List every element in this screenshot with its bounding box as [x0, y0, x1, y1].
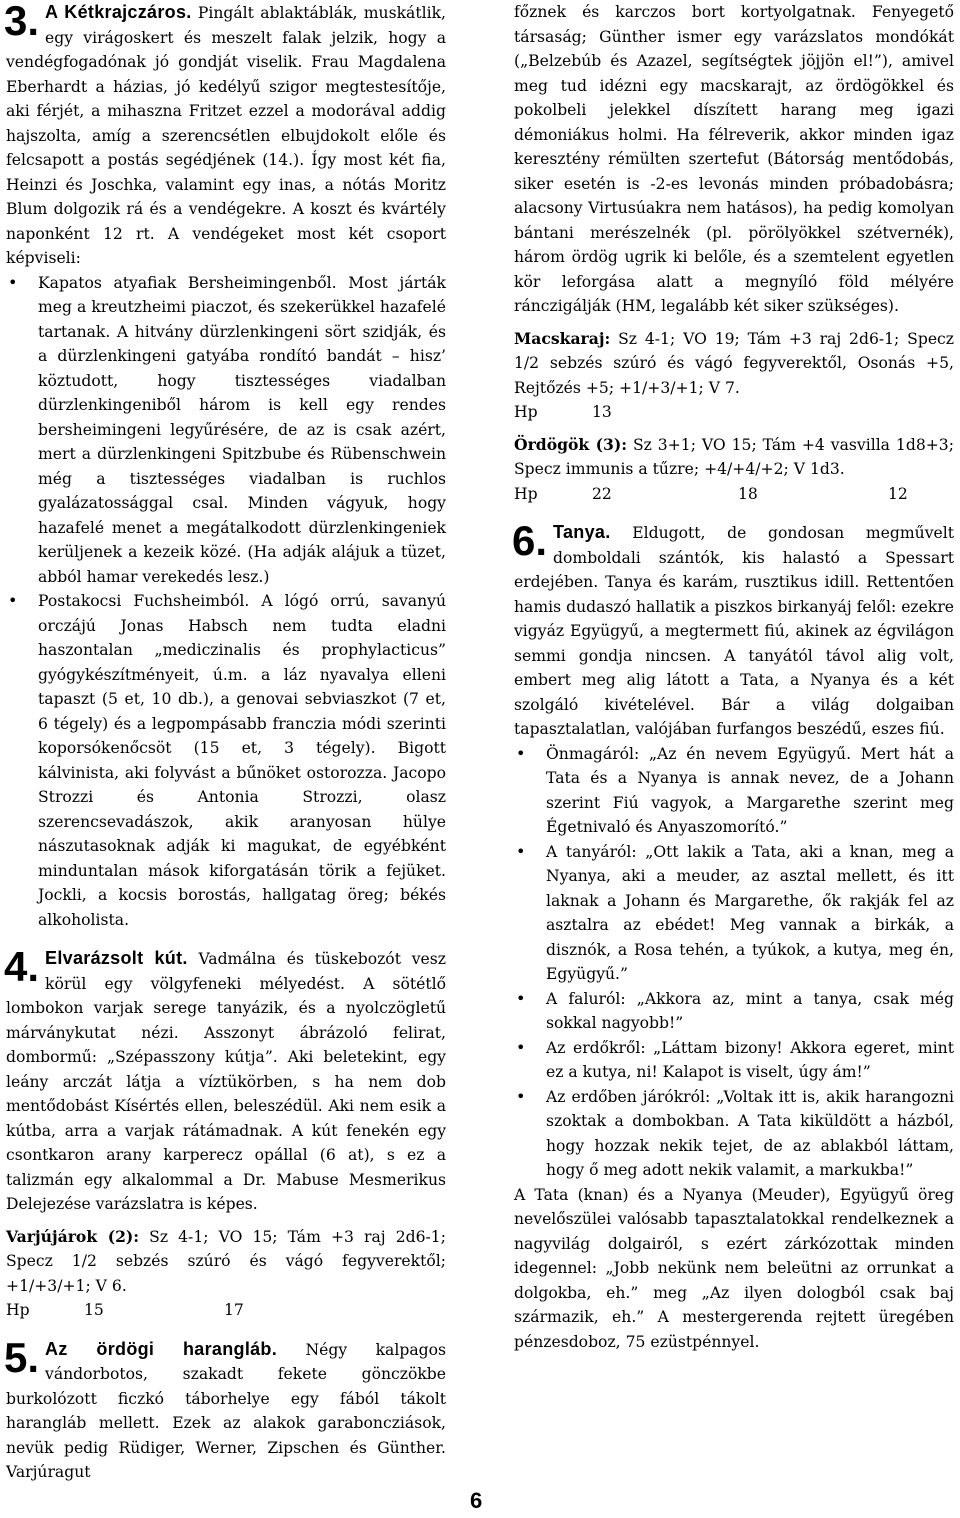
section-4 — [4, 943, 446, 1323]
section-title: A Kétkrajczáros. — [45, 2, 192, 22]
page-number: 6 — [470, 1488, 483, 1513]
list-item: • Postakocsi Fuchsheimból. A lógó orrú, savanyú orczájú Jonas Habsch nem tudta eladni haszontalan „mediczinalis és prophylacticus” gyógykészítményeit, ú.m. a láz nyavalya elleni tapaszt (5 et, 10 db.), a genovai sebviaszkot (7 et, 6 tégely) és a legpompásabb franczia módi szerinti koporsókenőcsöt (15 et, 3 tégely). Bigott kálvinista, aki folyvást a bűnöket ostorozza. Jacopo Strozzi és Antonia Strozzi, olasz szerencsevadászok, akik aranyosan hülye nászutasoknak adják ki magukat, de egyébként minduntalan mások kiforgatásán törik a fejüket. Jockli, a kocsis borostás, hallgatag öreg; békés alkoholista. — [38, 589, 446, 932]
left-column — [6, 0, 446, 1485]
list-item: • Az erdőben járókról: „Voltak itt is, akik harangozni szoktak a dombokban. A Tata kiküldött a házból, hogy hozzak nekik tejet, de az ablakból láttam, hogy ő meg adott nekik valamit, a markukba!” — [546, 1085, 954, 1183]
hp-value: 15 — [84, 1301, 104, 1319]
section-number: 4. — [4, 943, 40, 990]
guest-list — [6, 271, 446, 933]
section-body — [4, 1333, 446, 1485]
right-column — [514, 0, 954, 1354]
hp-label: Hp — [6, 1301, 30, 1319]
list-item: • A faluról: „Akkora az, mint a tanya, csak még sokkal nagyobb!” — [546, 987, 954, 1036]
section-number: 5. — [4, 1333, 40, 1381]
hp-value: 18 — [738, 484, 758, 503]
list-item: • A tanyáról: „Ott lakik a Tata, aki a knan, meg a Nyanya, aki a meuder, az asztal mellett, és itt laknak a Johann és Margarethe, ők rakják fel az asztalra az ebédet! Meg vannak a birkák, a disznók, a Rosa tehén, a tyúkok, a kutya, meg én, Együgyű.” — [546, 840, 954, 987]
stat-name: Ördögök (3): — [514, 434, 627, 454]
section-text: Eldugott, de gondosan megművelt domboldali szántók, kis halastó a Spessart erdejében. Tanya és karám, rusztikus idill. Rettentően hamis dudaszó hallatik a piszkos birkanyáj felől: ezekre vigyáz Együgyű, a megtermett fiú, akinek az égvilágon semmi gondja nincsen. A tanyától távol alig volt, embert meg alig látott a Tata, a Nyanya és a két szolgáló kivételével. Bár a világ dolgaiban tapasztalatlan, valójában furfangos beszédű, eszes fiú. — [514, 524, 954, 738]
section-title: Tanya. — [553, 522, 611, 542]
section-number: 3. — [4, 0, 40, 44]
continued-text: főznek és karczos bort kortyolgatnak. Fenyegető társaság; Günther ismer egy varázslatos mondókát („Belzebúb és Azazel, segítségtek jöjjön el!”), amivel meg tud idézni egy macskarajt, az ördögökkel és pokolbeli jelekkel díszített harang meg igazi démoniákus holmi. Ha félreverik, akkor minden igaz keresztény rémülten szertefut (Bátorság mentődobás, siker esetén is -2-es levonás minden próbadobásra; alacsony Virtusúakra nem hatásos), ha pedig komolyan bántani merészelnék (pl. pörölyökkel szétvernék), három ördög ugrik ki belőle, és a szemtelent egyetlen kör leforgása alatt a megnyíló föld mélyére ránczigálják (HM, legalább két siker szükséges). — [514, 3, 954, 315]
section-body — [6, 0, 446, 271]
stat-name: Macskaraj: — [514, 328, 611, 348]
hp-value: 13 — [592, 403, 612, 421]
section-body — [4, 943, 446, 1217]
hp-value: 17 — [224, 1301, 244, 1319]
stat-text: Sz 4-1; VO 15; Tám +3 raj 2d6-1; Specz 1/2 sebzés szúró és vágó fegyverektől; +1/+3/+1; V 6. — [6, 1227, 446, 1295]
quote-list — [514, 742, 954, 1183]
section-text: Négy kalpagos vándorbotos, szakadt fekete gönczökbe burkolózott ficzkó táborhelye egy fából tákolt harangláb mellett. Ezek az alakok garaboncziások, nevük pedig Rüdiger, Werner, Zipschen és Günther. Varjúragut — [6, 1340, 446, 1481]
section-text: Pingált ablaktáblák, muskátlik, egy virágoskert és meszelt falak jelzik, hogy a vendégfogadónak jó gondját viselik. Frau Magdalena Eberhardt a házias, jó kedélyű szigor megtestesítője, aki férjét, a mihaszna Fritzet ezzel a modorával addig hajszolta, amíg a szerencsétlen elbujdokolt előle és felcsapott a postás segédjének (14.). Így most két fia, Heinzi és Joschka, valamint egy inas, a nótás Moritz Blum dolgozik rá és a vendégekre. A koszt és kvártély naponként 12 rt. A vendégeket most két csoport képviseli: — [6, 4, 446, 267]
hp-label: Hp — [514, 403, 538, 421]
stat-block — [6, 1225, 446, 1299]
stat-name: Varjújárok (2): — [6, 1226, 140, 1246]
hp-row — [514, 482, 954, 507]
section-6 — [512, 517, 954, 1354]
section-text: Vadmálna és tüskebozót vesz körül egy völgyfeneki mélyedést. A sötétlő lombokon varjak serege tanyázik, és a nyolczögletű márványkutat nézi. Asszonyt ábrázoló felirat, dombormű: „Szépasszony kútja”. Aki beletekint, egy leány arczát látja a víztükörben, s ha nem dob mentődobást Kísértés ellen, beleszédül. Aki nem esik a kútba, arra a varjak rátámadnak. A kút fenekén egy csontkaron arany karperecz opállal (6 at), s ez a talizmán egy alkalommal a Dr. Mabuse Mesmerikus Delejezése varázslatra is képes. — [6, 950, 446, 1213]
stat-text: Sz 3+1; VO 15; Tám +4 vasvilla 1d8+3; Specz immunis a tűzre; +4/+4/+2; V 1d3. — [514, 435, 954, 478]
list-item: • Kapatos atyafiak Bersheimingenből. Most járták meg a kreutzheimi piaczot, és szekerükkel hazafelé tartanak. A hitvány dürzlenkingeni sört szidják, és a dürzlenkingeni gatyába rondító bandát – hisz’ köztudott, hogy tisztességes viadalban dürzlenkingeniből három is kell egy rendes bersheimingeni legyűrésére, de az is csak azért, mert a dürzlenkingeni Spitzbube és Rübenschwein még a tisztességes viadalban is ruchlos gyalázatossággal csal. Minden vágyuk, hogy hazafelé menet a megátalkodott dürzlenkingeniek kerüljenek a kezeik közé. (Ha adják alájuk a tüzet, abból hamar verekedés lesz.) — [38, 271, 446, 590]
section-5 — [4, 1333, 446, 1485]
stat-text: Sz 4-1; VO 19; Tám +3 raj 2d6-1; Specz 1/2 sebzés szúró és vágó fegyverektől, Osonás +5, Rejtőzés +5; +1/+3/+1; V 7. — [514, 329, 954, 397]
stat-block — [514, 433, 954, 482]
section-number: 6. — [512, 517, 548, 564]
list-item: • Az erdőkről: „Láttam bizony! Akkora egeret, mint ez a kutya, ni! Kalapot is viselt, úgy ám!” — [546, 1036, 954, 1085]
list-item: • Önmagáról: „Az én nevem Együgyű. Mert hát a Tata és a Nyanya is annak nevez, de a Johann szerint Fiú vagyok, a Margarethe szerint meg Égetnivaló és Anyaszomorító.” — [546, 742, 954, 840]
hp-row — [514, 400, 954, 425]
hp-row — [6, 1298, 446, 1323]
hp-label: Hp — [514, 484, 538, 503]
stat-block — [514, 327, 954, 401]
section-text: A Tata (knan) és a Nyanya (Meuder), Együgyű öreg nevelőszülei valósabb tapasztalatokkal rendelkeznek a nagyvilág dolgairól, s ezért zárkózottak minden idegennel: „Jobb nekünk nem beleütni az orrunkat a dolgokba, eh.” meg „Az ilyen dologból csak baj származik, eh.” A mestergerenda rejtett üregében pénzesdoboz, 75 ezüstpénnyel. — [514, 1185, 954, 1351]
section-3 — [6, 0, 446, 932]
hp-value: 12 — [888, 484, 908, 503]
section-title: Az ördögi harangláb. — [45, 1338, 278, 1359]
section-title: Elvarázsolt kút. — [45, 948, 188, 968]
section-body — [512, 517, 954, 742]
hp-value: 22 — [592, 484, 612, 503]
